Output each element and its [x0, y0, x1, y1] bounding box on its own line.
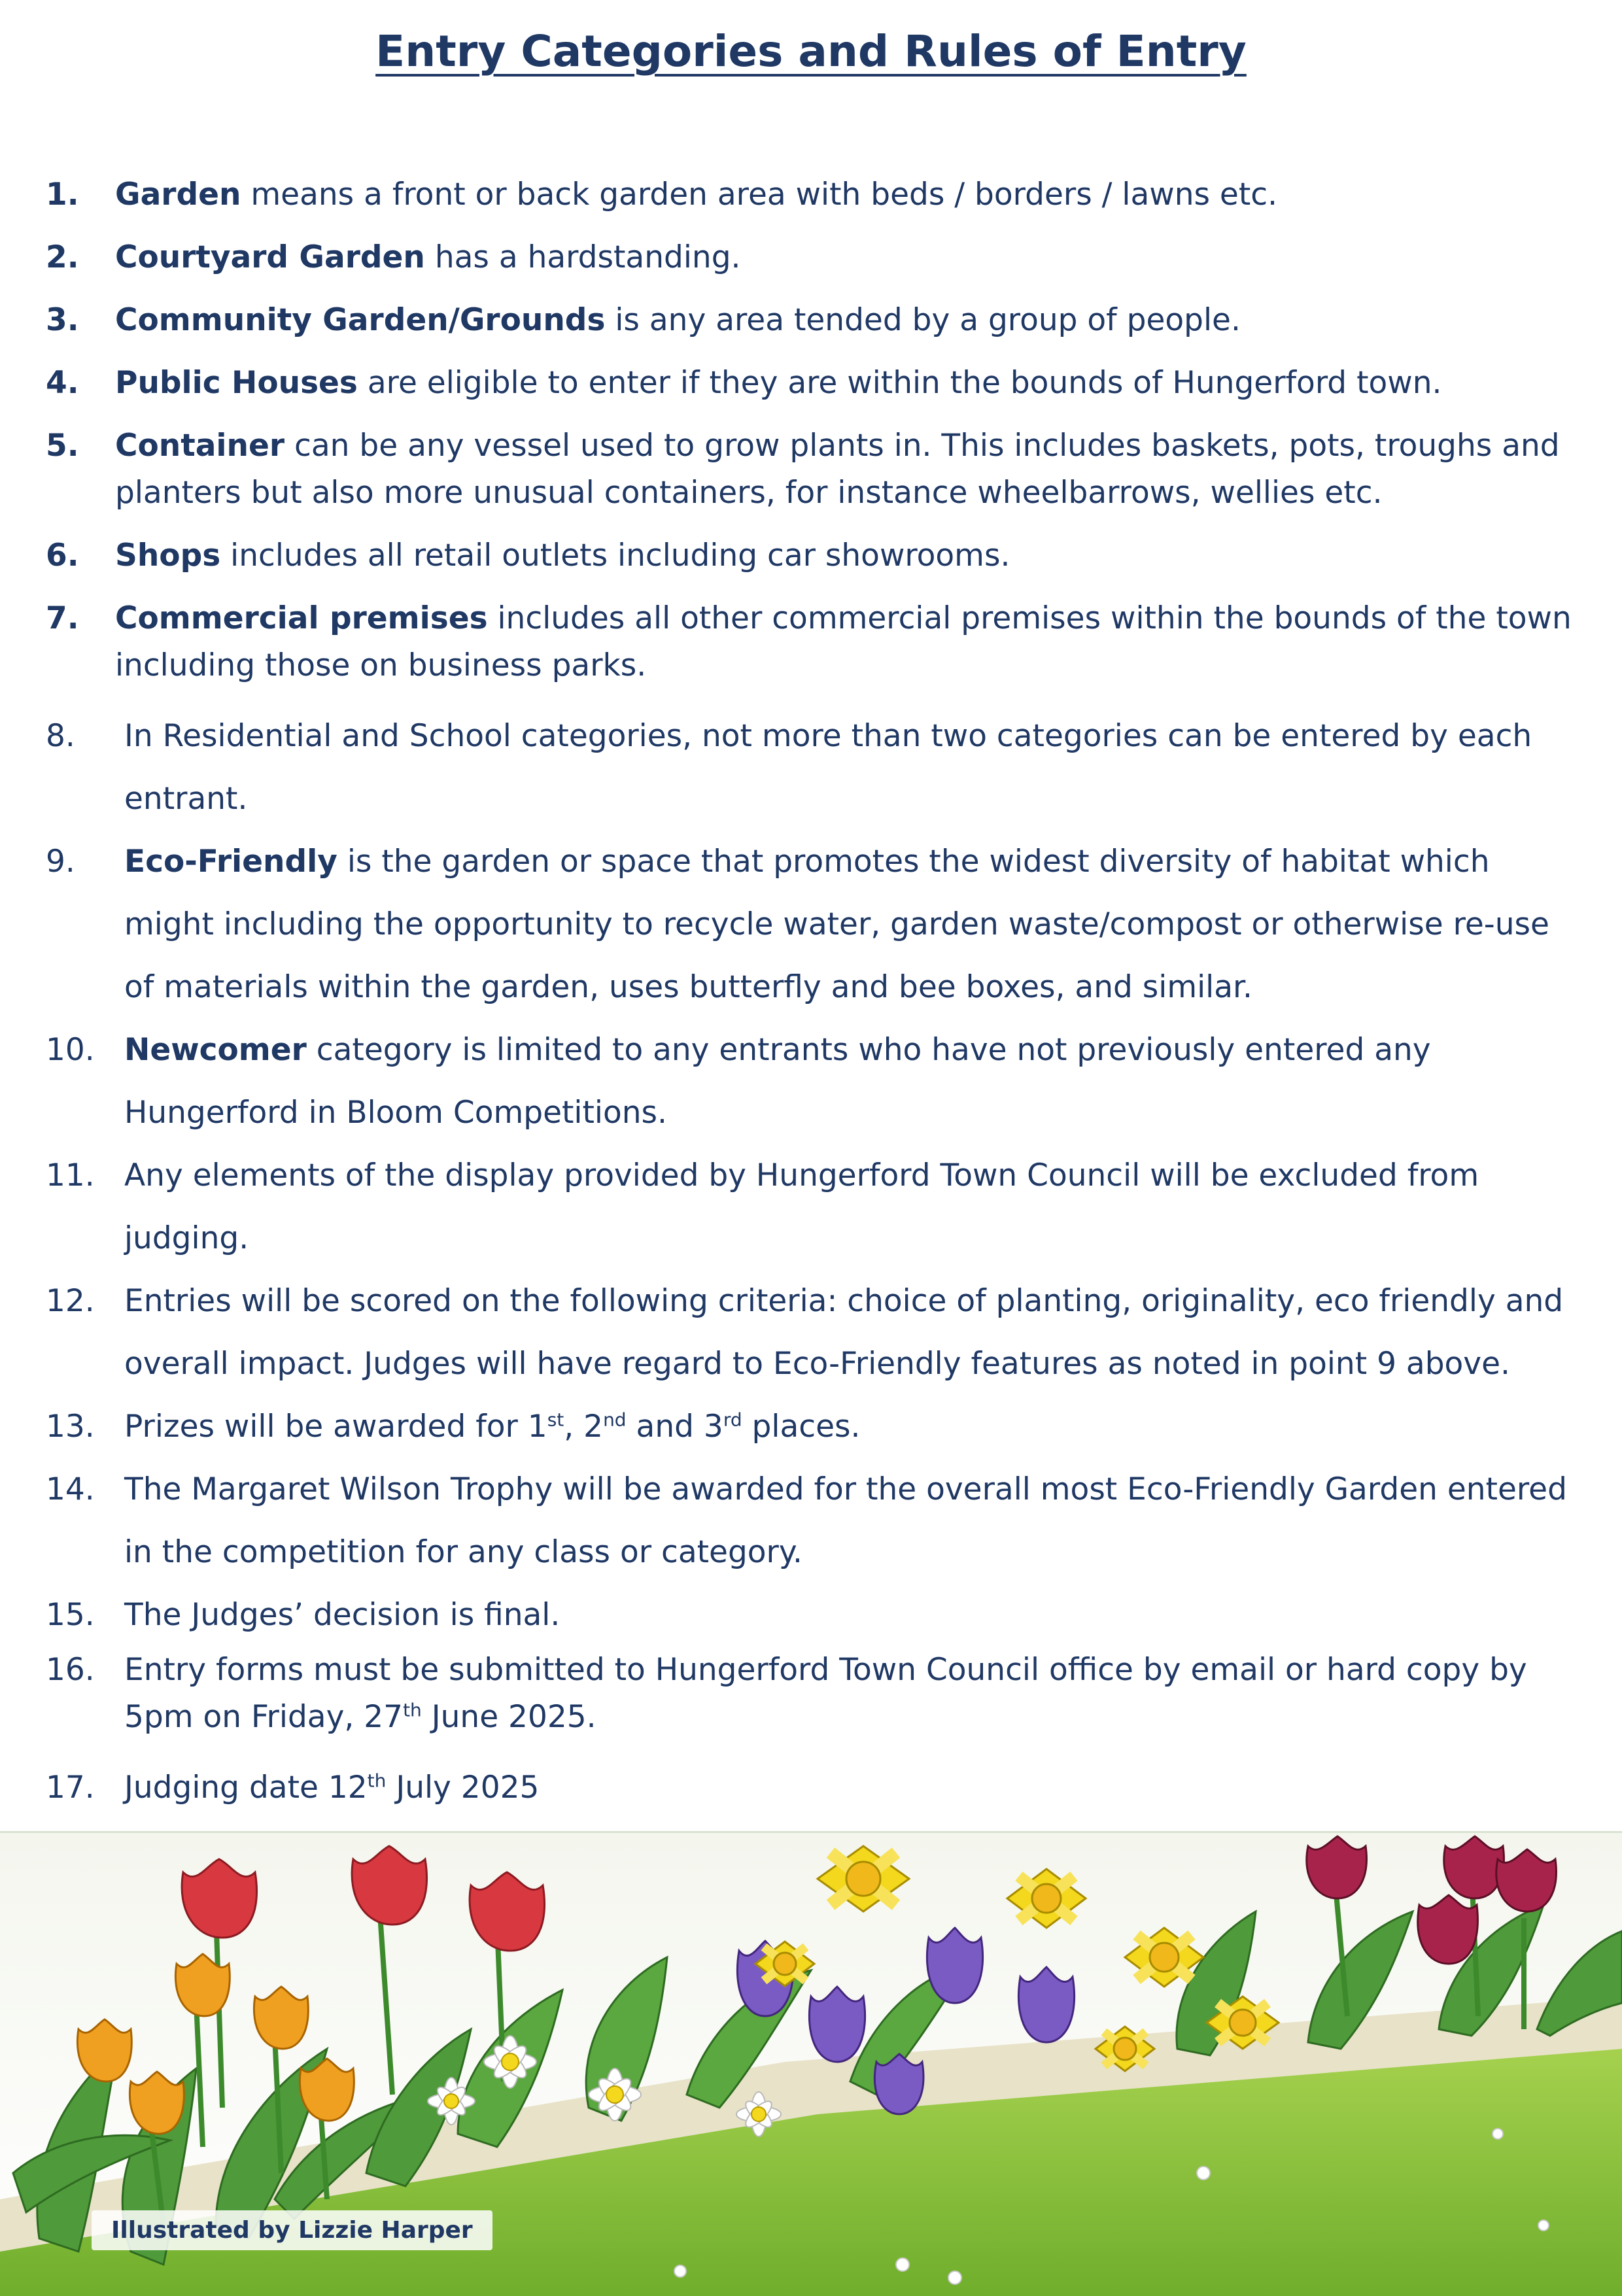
rule-text: June 2025.: [421, 1699, 596, 1735]
ordinal-suffix: nd: [603, 1409, 627, 1431]
rule-item: [46, 422, 1576, 517]
rule-term: Community Garden/Grounds: [115, 302, 606, 338]
rule-text: is the garden or space that promotes the widest diversity of habitat which might including the opportunity to recycle water, garden waste/compost or otherwise re-use of materials within the garden, uses butterfly and bee boxes, and similar.: [124, 844, 1549, 1005]
rule-number: 15.: [46, 1597, 95, 1633]
rule-text: The Judges’ decision is final.: [124, 1597, 561, 1633]
rule-number: 12.: [46, 1283, 95, 1319]
rule-number: 4.: [46, 365, 79, 401]
rule-number: 10.: [46, 1032, 95, 1068]
rule-item: [46, 297, 1576, 344]
illustration-credit: Illustrated by Lizzie Harper: [92, 2210, 492, 2250]
daffodil: [1007, 1869, 1086, 1928]
rule-text: has a hardstanding.: [424, 239, 741, 275]
ordinal-suffix: rd: [723, 1409, 742, 1431]
rule-item: [46, 1584, 1576, 1647]
rule-item: [46, 1019, 1576, 1144]
rule-term: Shops: [115, 538, 221, 574]
daffodil: [1125, 1928, 1203, 1987]
rule-term: Container: [115, 428, 285, 464]
rule-number: 16.: [46, 1652, 95, 1688]
rule-number: 9.: [46, 844, 75, 880]
rule-text: are eligible to enter if they are within the bounds of Hungerford town.: [357, 365, 1442, 401]
daffodil: [755, 1942, 814, 1986]
daffodil: [818, 1846, 909, 1911]
rule-term: Eco-Friendly: [124, 844, 337, 880]
rule-item: [46, 1647, 1576, 1741]
ordinal-suffix: th: [403, 1699, 422, 1721]
lawn-daisy: [1493, 2129, 1503, 2139]
rule-item: [46, 1458, 1576, 1584]
rule-text: Entries will be scored on the following criteria: choice of planting, originality, eco friendly and overall impact. Judges will have regard to Eco-Friendly features as noted in point 9 above.: [124, 1283, 1564, 1382]
rule-item: [46, 532, 1576, 579]
lawn-daisy: [1197, 2167, 1210, 2180]
lawn-daisy: [674, 2265, 686, 2277]
rule-number: 3.: [46, 302, 79, 338]
rule-number: 8.: [46, 718, 75, 754]
rule-item: [46, 595, 1576, 689]
rule-text: and 3: [626, 1409, 723, 1445]
rule-term: Newcomer: [124, 1032, 307, 1068]
rule-item: [46, 1396, 1576, 1458]
rule-text: is any area tended by a group of people.: [605, 302, 1241, 338]
rule-number: 5.: [46, 428, 79, 464]
rule-text: Judging date 12: [124, 1770, 368, 1806]
rule-term: Courtyard Garden: [115, 239, 425, 275]
ordinal-suffix: th: [367, 1770, 387, 1792]
rule-text: Any elements of the display provided by Hungerford Town Council will be excluded from judging.: [124, 1157, 1479, 1256]
rule-number: 11.: [46, 1157, 95, 1193]
rule-text: places.: [742, 1409, 861, 1445]
rule-text: In Residential and School categories, not more than two categories can be entered by each entrant.: [124, 718, 1532, 817]
rule-item: [46, 234, 1576, 281]
rule-text: includes all other commercial premises within the bounds of the town including those on business parks.: [115, 600, 1572, 683]
rule-text: Prizes will be awarded for 1: [124, 1409, 547, 1445]
daffodil: [1096, 2027, 1154, 2071]
rule-item: [46, 1270, 1576, 1396]
rule-text: The Margaret Wilson Trophy will be awarded for the overall most Eco-Friendly Garden entered in the competition for any class or category.: [124, 1471, 1567, 1570]
rule-number: 17.: [46, 1770, 95, 1806]
rule-text: includes all retail outlets including car showrooms.: [220, 538, 1010, 574]
rule-item: [46, 360, 1576, 407]
rule-item: [46, 831, 1576, 1019]
rule-text: July 2025: [386, 1770, 540, 1806]
lawn-daisy: [948, 2271, 961, 2284]
ordinal-suffix: st: [547, 1409, 564, 1431]
rule-term: Commercial premises: [115, 600, 488, 636]
lawn-daisy: [1538, 2220, 1549, 2231]
rule-number: 7.: [46, 600, 79, 636]
rule-text: category is limited to any entrants who have not previously entered any Hungerford in Bloom Competitions.: [124, 1032, 1431, 1131]
rule-number: 6.: [46, 538, 79, 574]
rule-item: [46, 705, 1576, 831]
rule-number: 2.: [46, 239, 79, 275]
rule-term: Public Houses: [115, 365, 358, 401]
rule-number: 13.: [46, 1409, 95, 1445]
page-title: [0, 26, 1622, 77]
daffodil: [1207, 1996, 1279, 2049]
rule-number: 1.: [46, 177, 79, 213]
rules-list: [46, 171, 1576, 1819]
rule-text: can be any vessel used to grow plants in. This includes baskets, pots, troughs and planters but also more unusual containers, for instance wheelbarrows, wellies etc.: [115, 428, 1560, 511]
page-title-text: Entry Categories and Rules of Entry: [375, 26, 1247, 77]
rule-number: 14.: [46, 1471, 95, 1507]
rule-item: [46, 1756, 1576, 1819]
lawn-daisy: [896, 2258, 909, 2271]
rule-text: means a front or back garden area with beds / borders / lawns etc.: [241, 177, 1278, 213]
rule-item: [46, 1144, 1576, 1270]
rule-term: Garden: [115, 177, 241, 213]
rule-text: , 2: [564, 1409, 604, 1445]
rule-item: [46, 171, 1576, 218]
rule-text: Entry forms must be submitted to Hungerford Town Council office by email or hard copy by 5pm on Friday, 27: [124, 1652, 1527, 1735]
